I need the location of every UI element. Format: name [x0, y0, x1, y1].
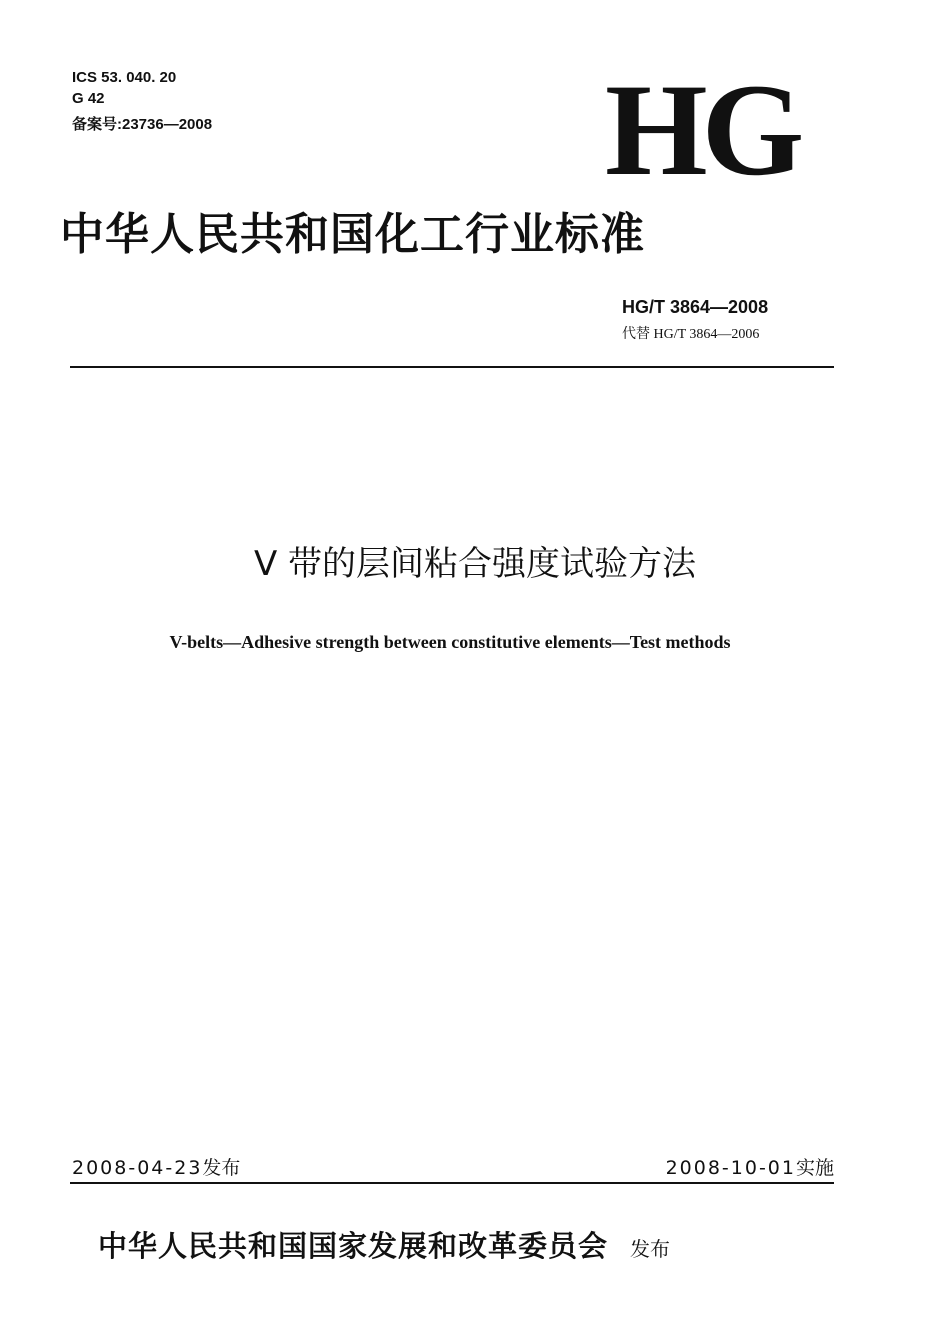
implement-date-block: [666, 1155, 834, 1181]
filing-number: 备案号:23736—2008: [72, 116, 213, 133]
document-title-chinese: V 带的层间粘合强度试验方法: [253, 544, 697, 584]
issuer-block: [98, 1226, 670, 1269]
issuer-action: 发布: [630, 1237, 671, 1261]
footer-divider: [70, 1182, 834, 1184]
standard-logo: HG: [605, 56, 799, 203]
issuer-name: 中华人民共和国国家发展和改革委员会: [98, 1229, 609, 1263]
replaced-standard: 代替 HG/T 3864—2006: [622, 327, 760, 342]
implement-date: 2008-10-01: [665, 1157, 796, 1179]
header-divider: [70, 366, 834, 368]
issue-date: 2008-04-23: [72, 1157, 203, 1179]
standard-number: HG/T 3864—2008: [622, 297, 769, 317]
document-title-english: V-belts—Adhesive strength between constitutive elements—Test methods: [169, 632, 731, 652]
classification-code: G 42: [72, 90, 105, 107]
industry-standard-heading: 中华人民共和国化工行业标准: [60, 209, 645, 260]
issue-label: 发布: [202, 1157, 241, 1179]
issue-date-block: [72, 1155, 240, 1181]
implement-label: 实施: [795, 1157, 834, 1179]
ics-code: ICS 53. 040. 20: [72, 69, 177, 86]
